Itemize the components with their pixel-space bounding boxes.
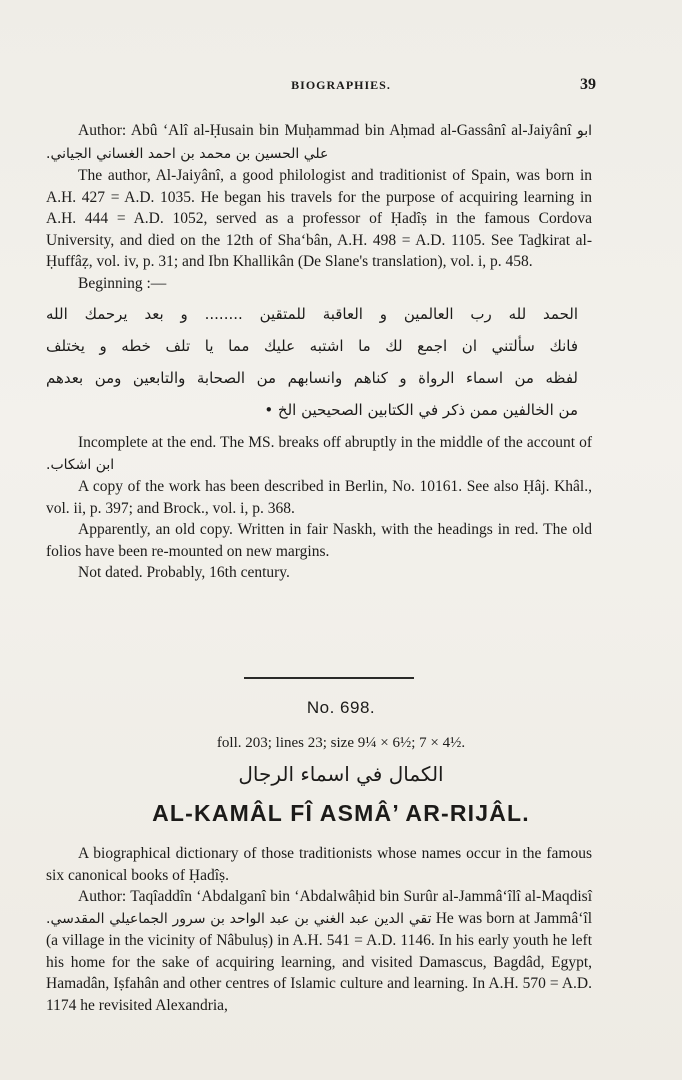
author-paragraph — [46, 886, 592, 1016]
incomplete-note — [46, 432, 592, 476]
date-note: Not dated. Probably, 16th century. — [78, 564, 290, 581]
folio-details: foll. 203; lines 23; size 9¼ × 6½; 7 × 4½. — [216, 735, 466, 751]
entry-number: No. 698. — [306, 698, 376, 717]
incomplete-arabic: ابن اشكاب. — [46, 456, 115, 473]
condition-note: Apparently, an old copy. Written in fair Naskh, with the headings in red. The old folios have been re-mounted on new margins. — [46, 521, 592, 560]
author-biography: The author, Al-Jaiyânî, a good philologist and traditionist of Spain, was born in A.H. 427 = A.D. 1035. He began his travels for the purpose of acquiring learning in A.H. 444 = A.D. 1052, served as a professor of Ḥadîṣ in the famous Cordova University, and died on the 12th of Sha‘bân, A.H. 498 = A.D. 1105. See Taḏkirat al-Ḥuffâẓ, vol. iv, p. 31; and Ibn Khallikân (De Slane's translation), vol. i, p. 458. — [46, 167, 592, 270]
author-name-arabic: ابو علي الحسين بن محمد بن احمد الغساني الجياني. — [46, 123, 593, 162]
author-biography: He was born at Jammâ‘îl (a village in the vicinity of Nâbuluṣ) in A.H. 541 = A.D. 1146. In his early youth he left his home for the sake of acquiring learning, and visited Damascus, Bagdâd, Egypt, Hamadân, Iṣfahân and other centres of Islamic culture and learning. In A.H. 570 = A.D. 1174 he revisited Alexandria, — [46, 909, 592, 1014]
entry-698 — [46, 843, 592, 1016]
title-arabic: الكمال في اسماء الرجال — [238, 762, 444, 786]
incomplete-text: Incomplete at the end. The MS. breaks off abruptly in the middle of the account of — [78, 434, 592, 451]
author-paragraph — [46, 120, 592, 165]
page-number: 39 — [580, 76, 596, 93]
beginning-line: فانك سألتني ان اجمع لك ما اشتبه عليك مما يا تلف خطه و يختلف — [46, 337, 578, 355]
copy-note: A copy of the work has been described in Berlin, No. 10161. See also Ḥâj. Khâl., vol. ii, p. 397; and Brock., vol. i, p. 368. — [46, 478, 592, 517]
beginning-label: Beginning :— — [78, 274, 167, 292]
author-name: Author: Abû ‘Alî al-Ḥusain bin Muḥammad bin Aḥmad al-Gassânî al-Jaiyânî — [78, 122, 572, 139]
beginning-line: الحمد لله رب العالمين و العاقبة للمتقين ........ و بعد يرحمك الله — [46, 305, 578, 323]
entry-continued — [46, 120, 592, 584]
work-description: A biographical dictionary of those traditionists whose names occur in the famous six canonical books of Ḥadîṣ. — [46, 845, 592, 884]
running-header — [0, 78, 682, 102]
running-title: BIOGRAPHIES. — [291, 78, 391, 92]
section-divider — [244, 677, 414, 679]
author-name-arabic: تقي الدين عبد الغني بن عبد الواحد بن سرور الجماعيلي المقدسي. — [46, 910, 432, 927]
beginning-line: من الخالفين ممن ذكر في الكتابين الصحيحين الخ • — [264, 401, 578, 419]
beginning-quote — [46, 298, 592, 426]
title-english: AL-KAMÂL FÎ ASMÂ’ AR-RIJÂL. — [152, 800, 530, 826]
author-name: Author: Taqîaddîn ‘Abdalganî bin ‘Abdalwâḥid bin Surûr al-Jammâ‘îlî al-Maqdisî — [78, 888, 592, 905]
beginning-line: لفظه من اسماء الرواة و كناهم وانسابهم من الصحابة والتابعين ومن بعدهم — [46, 369, 578, 387]
